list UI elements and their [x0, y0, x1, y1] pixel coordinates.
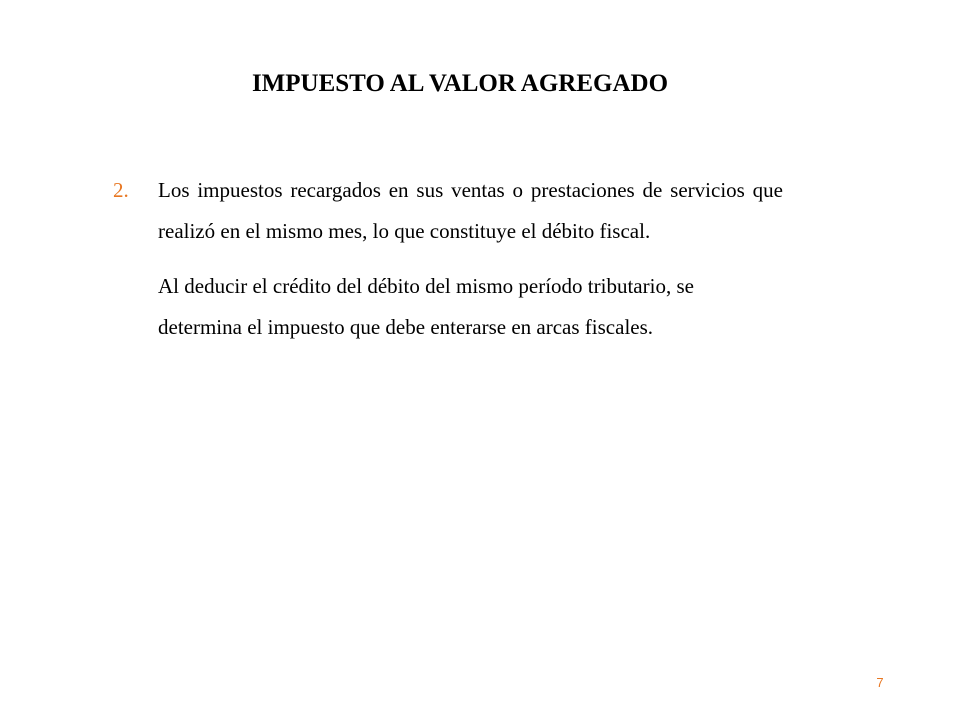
page-number: 7: [876, 675, 884, 690]
list-item-body: [158, 170, 783, 348]
list-item-paragraph: Al deducir el crédito del débito del mismo período tributario, se determina el impuesto que debe enterarse en arcas fiscales.: [158, 274, 694, 339]
list-item-number: 2.: [113, 178, 129, 202]
slide-title: IMPUESTO AL VALOR AGREGADO: [251, 70, 669, 97]
list-item-text: Los impuestos recargados en sus ventas o prestaciones de servicios que realizó en el mismo mes, lo que constituye el débito fiscal.: [158, 178, 783, 243]
list-item: [113, 170, 783, 348]
